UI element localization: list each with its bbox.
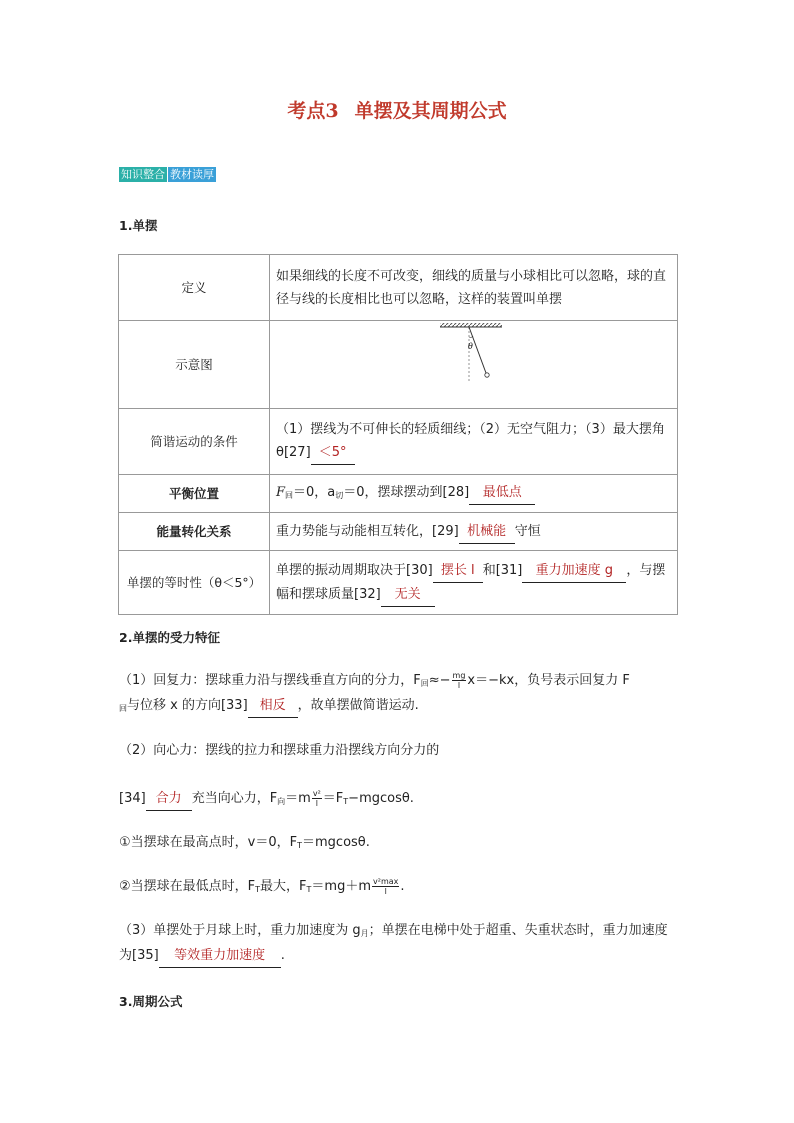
text: ＝m — [285, 791, 311, 806]
table-row — [119, 255, 678, 321]
answer-blank-35: 等效重力加速度 — [159, 945, 281, 968]
subscript: 回 — [119, 704, 127, 713]
pendulum-bob — [485, 373, 489, 377]
text: 与位移 x 的方向[33] — [127, 698, 248, 713]
row-text: F — [276, 484, 286, 500]
paragraph-lowest-point — [119, 876, 679, 901]
text: ＝F — [322, 791, 344, 806]
answer-blank-34: 合力 — [146, 788, 192, 811]
row-text: ＝0，摆球摆动到[28] — [343, 484, 470, 500]
subscript: 回 — [285, 490, 294, 500]
badge-left: 知识整合 — [121, 168, 165, 181]
paragraph-highest-point — [119, 832, 679, 857]
row-key: 示意图 — [119, 321, 270, 409]
row-value — [270, 475, 678, 513]
text: ①当摆球在最高点时，v＝0，F — [119, 835, 298, 850]
denominator: l — [457, 681, 461, 690]
text: （1）回复力：摆球重力沿与摆线垂直方向的分力，F — [119, 673, 421, 688]
text: （3）单摆处于月球上时，重力加速度为 g — [119, 923, 361, 938]
paragraph-centripetal-2 — [119, 788, 679, 813]
title-text: 单摆及其周期公式 — [354, 100, 507, 122]
row-key: 单摆的等时性（θ＜5°） — [119, 551, 270, 615]
paragraph-restoring-force — [119, 670, 679, 720]
text: ＝mgcosθ. — [302, 835, 370, 850]
pendulum-diagram-cell — [270, 321, 678, 409]
denominator: l — [384, 887, 387, 896]
numerator: v²max — [373, 877, 399, 886]
table-row — [119, 321, 678, 409]
answer-blank-33: 相反 — [248, 695, 298, 718]
fraction — [372, 877, 399, 896]
ceiling-hatch — [440, 323, 502, 327]
denominator: l — [315, 799, 318, 808]
text: ②当摆球在最低点时，F — [119, 879, 256, 894]
row-text: ，与摆幅和摆球质量[32] — [276, 562, 666, 602]
subscript: 月 — [360, 929, 369, 938]
numerator: v² — [312, 789, 321, 798]
answer-blank-31: 重力加速度 g — [522, 559, 626, 583]
row-key: 平衡位置 — [119, 475, 270, 513]
section-badge — [119, 167, 216, 182]
answer-blank-28: 最低点 — [469, 481, 535, 505]
row-value — [270, 513, 678, 551]
text: 最大，F — [260, 879, 307, 894]
row-text: 守恒 — [514, 523, 541, 539]
paragraph-centripetal: （2）向心力：摆线的拉力和摆球重力沿摆线方向分力的 — [119, 743, 440, 758]
row-key: 定义 — [119, 255, 270, 321]
fraction — [312, 789, 322, 808]
section-heading-1: 1.单摆 — [119, 218, 158, 233]
subscript: T — [297, 841, 302, 850]
text: 充当向心力，F — [191, 791, 278, 806]
text: −mgcosθ. — [348, 791, 414, 806]
section-heading-3: 3.周期公式 — [119, 994, 183, 1009]
paragraph-moon-elevator — [119, 920, 679, 968]
subscript: 向 — [277, 797, 286, 806]
text: [34] — [119, 791, 146, 806]
text: ＝mg＋m — [311, 879, 371, 894]
title-number: 考点3 — [287, 100, 339, 122]
answer-blank-30: 摆长 l — [433, 559, 483, 583]
subscript: T — [255, 885, 261, 894]
table-row — [119, 513, 678, 551]
page-title — [0, 96, 794, 123]
pendulum-table — [118, 254, 678, 615]
fraction — [452, 671, 467, 690]
table-row — [119, 551, 678, 615]
subscript: 回 — [420, 679, 429, 688]
answer-blank-29: 机械能 — [459, 520, 515, 544]
theta-label: θ — [468, 342, 473, 351]
row-text: （1）摆线为不可伸长的轻质细线；（2）无空气阻力；（3）最大摆角 θ[27] — [276, 422, 665, 460]
text: x＝−kx，负号表示回复力 F — [467, 673, 630, 688]
row-key: 能量转化关系 — [119, 513, 270, 551]
row-text: 和[31] — [482, 562, 523, 578]
text: . — [400, 879, 405, 894]
subscript: 切 — [335, 490, 344, 500]
pendulum-diagram — [438, 321, 518, 385]
text: ≈− — [428, 673, 451, 688]
section-heading-2: 2.单摆的受力特征 — [119, 630, 220, 645]
text: . — [280, 948, 285, 963]
row-text: 重力势能与动能相互转化，[29] — [276, 523, 459, 539]
row-value: 如果细线的长度不可改变，细线的质量与小球相比可以忽略，球的直径与线的长度相比也可以忽略，这样的装置叫单摆 — [270, 255, 678, 321]
subscript: T — [343, 797, 349, 806]
answer-blank-32: 无关 — [381, 583, 435, 607]
row-key: 简谐运动的条件 — [119, 409, 270, 475]
row-value — [270, 409, 678, 475]
row-text: 单摆的振动周期取决于[30] — [276, 562, 433, 578]
table-row — [119, 409, 678, 475]
text: ；单摆在电梯中处于超重、失重状态时，重力加速度为[35] — [119, 923, 668, 963]
row-text: ＝0，a — [293, 484, 336, 500]
subscript: T — [306, 885, 312, 894]
answer-blank-27: ＜5° — [311, 441, 355, 465]
numerator: mg — [452, 671, 466, 680]
badge-right: 教材读厚 — [170, 168, 214, 181]
text: ，故单摆做简谐运动. — [297, 698, 419, 713]
table-row — [119, 475, 678, 513]
row-value — [270, 551, 678, 615]
